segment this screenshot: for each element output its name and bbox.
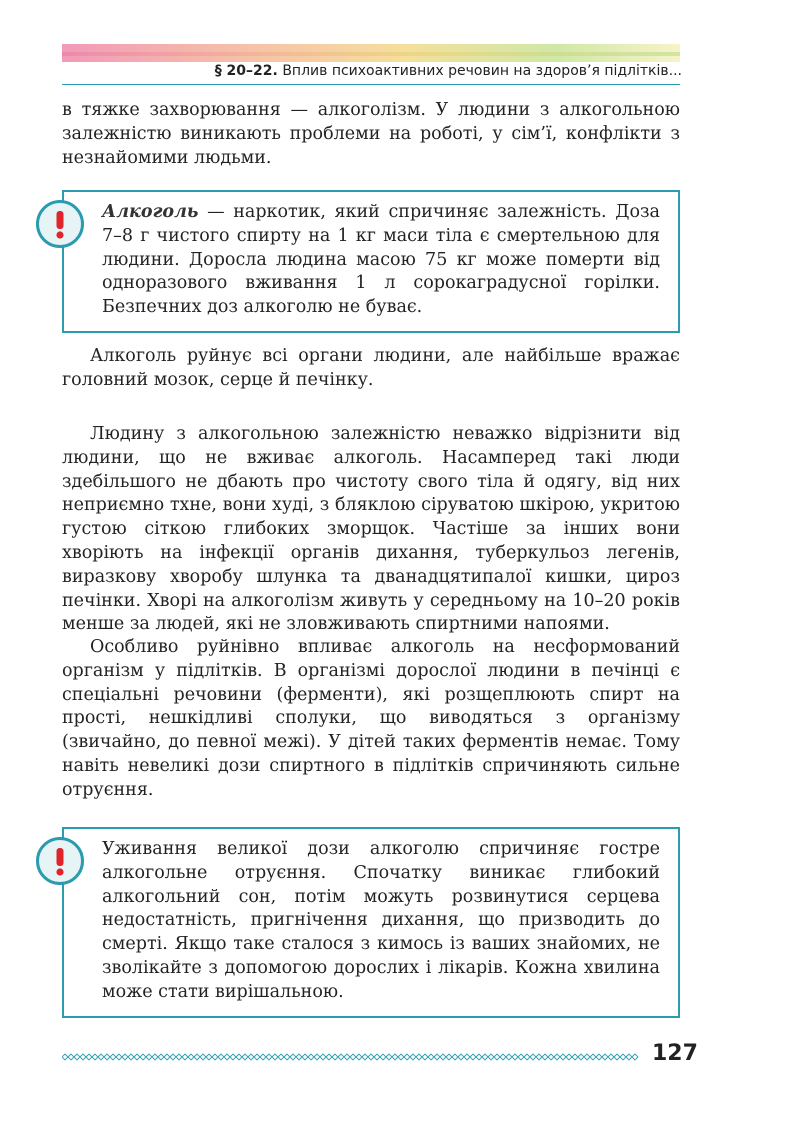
footer-diamond <box>212 1054 218 1060</box>
header-color-band <box>62 44 680 62</box>
footer-diamond <box>272 1054 278 1060</box>
footer-diamond <box>422 1054 428 1060</box>
footer-diamond <box>626 1054 632 1060</box>
footer-diamond <box>446 1054 452 1060</box>
section-number: § 20–22. <box>214 63 278 79</box>
footer-diamond <box>284 1054 290 1060</box>
footer-diamond <box>170 1054 176 1060</box>
footer-diamond <box>416 1054 422 1060</box>
footer-diamond <box>254 1054 260 1060</box>
footer-diamond <box>218 1054 224 1060</box>
footer-diamond <box>350 1054 356 1060</box>
paragraph-2: Алкоголь руйнує всі органи людини, але найбільше вражає головний мозок, серце й печінку. <box>62 346 680 390</box>
footer-diamond <box>572 1054 578 1060</box>
footer-diamond <box>512 1054 518 1060</box>
footer-diamond <box>122 1054 128 1060</box>
footer-diamond <box>302 1054 308 1060</box>
footer-diamond <box>110 1054 116 1060</box>
footer-diamond <box>500 1054 506 1060</box>
footer-diamond <box>74 1054 80 1060</box>
footer-decoration <box>62 1052 642 1062</box>
footer-diamond <box>380 1054 386 1060</box>
footer-diamond <box>566 1054 572 1060</box>
footer-diamond <box>182 1054 188 1060</box>
footer-diamond <box>584 1054 590 1060</box>
footer-diamond <box>368 1054 374 1060</box>
footer-diamond <box>476 1054 482 1060</box>
footer-diamond <box>308 1054 314 1060</box>
footer-diamond <box>434 1054 440 1060</box>
footer-diamond <box>398 1054 404 1060</box>
footer-diamond <box>248 1054 254 1060</box>
footer-diamond <box>188 1054 194 1060</box>
info-box-alcohol <box>62 190 680 333</box>
footer-diamond <box>356 1054 362 1060</box>
section-title: Вплив психоактивних речовин на здоров’я підлітків... <box>282 63 682 79</box>
footer-diamond <box>62 1054 68 1060</box>
footer-diamond <box>164 1054 170 1060</box>
footer-diamond <box>176 1054 182 1060</box>
term-alcohol: Алкоголь <box>102 202 199 222</box>
footer-diamond <box>290 1054 296 1060</box>
footer-diamond <box>548 1054 554 1060</box>
footer-diamond <box>128 1054 134 1060</box>
footer-diamond <box>602 1054 608 1060</box>
footer-diamond <box>428 1054 434 1060</box>
footer-diamond <box>296 1054 302 1060</box>
footer-diamond <box>200 1054 206 1060</box>
page-number: 127 <box>652 1041 698 1066</box>
footer-diamond <box>560 1054 566 1060</box>
footer-diamond <box>386 1054 392 1060</box>
warning-box-text: Уживання великої дози алкоголю спричиняє гостре алкогольне отруєння. Спочатку виникає глибокий алкогольний сон, потім можуть розвинутися серцева недостатність, пригнічення дихання, що призводить до смерті. Якщо таке сталося з кимось із ваших знайомих, не зволікайте з допомогою дорослих і лікарів. Кожна хвилина може стати вирішальною. <box>102 839 660 1002</box>
footer-diamond <box>470 1054 476 1060</box>
footer-diamond <box>518 1054 524 1060</box>
footer-diamond <box>194 1054 200 1060</box>
running-header <box>215 63 682 79</box>
footer-diamond <box>530 1054 536 1060</box>
footer-diamond <box>236 1054 242 1060</box>
footer-diamond <box>230 1054 236 1060</box>
paragraph-1: в тяжке захворювання — алкоголізм. У людини з алкогольною залежністю виникають проблеми на роботі, у сім’ї, конфлікти з незнайомими людьми. <box>62 100 680 168</box>
footer-diamond <box>152 1054 158 1060</box>
footer-diamond <box>242 1054 248 1060</box>
footer-diamond <box>614 1054 620 1060</box>
footer-diamond <box>410 1054 416 1060</box>
footer-diamond <box>224 1054 230 1060</box>
footer-diamond <box>146 1054 152 1060</box>
footer-diamond <box>116 1054 122 1060</box>
footer-diamond <box>620 1054 626 1060</box>
warning-box-poisoning <box>62 827 680 1018</box>
paragraph-4: Особливо руйнівно впливає алкоголь на несформований організм у підлітків. В організмі дорослої людини в печінці є спеціальні речовини (ферменти), які розщеплюють спирт на прості, нешкідливі сполуки, що виводяться з організму (звичайно, до певної межі). У дітей таких ферментів немає. Тому навіть невеликі дози спиртного в підлітків спричиняють сильне отруєння. <box>62 637 680 800</box>
footer-diamond <box>578 1054 584 1060</box>
footer-diamond <box>80 1054 86 1060</box>
footer-diamond <box>260 1054 266 1060</box>
footer-diamond <box>464 1054 470 1060</box>
footer-diamond <box>320 1054 326 1060</box>
exclamation-icon <box>36 837 84 885</box>
footer-diamond <box>362 1054 368 1060</box>
footer-diamond <box>596 1054 602 1060</box>
footer-diamond <box>458 1054 464 1060</box>
footer-diamond <box>404 1054 410 1060</box>
footer-diamond <box>482 1054 488 1060</box>
footer-diamond <box>326 1054 332 1060</box>
footer-diamond <box>338 1054 344 1060</box>
paragraph-3: Людину з алкогольною залежністю неважко відрізнити від людини, що не вживає алкоголь. Насамперед такі люди здебільшого не дбають про чистоту свого тіла й одягу, від них неприємно тхне, вони худі, з бляклою сіруватою шкірою, укритою густою сіткою глибоких зморщок. Частіше за інших вони хворіють на інфекції органів дихання, туберкульоз легенів, виразкову хворобу шлунка та дванадцятипалої кишки, цироз печінки. Хворі на алкоголізм живуть у середньому на 10–20 років менше за людей, які не зловживають спиртними напоями. <box>62 424 680 635</box>
footer-diamond <box>488 1054 494 1060</box>
header-divider <box>62 84 680 85</box>
footer-diamond <box>68 1054 74 1060</box>
exclamation-icon <box>36 200 84 248</box>
footer-diamond <box>542 1054 548 1060</box>
footer-diamond <box>506 1054 512 1060</box>
footer-diamond <box>134 1054 140 1060</box>
footer-diamond <box>332 1054 338 1060</box>
footer-diamond <box>392 1054 398 1060</box>
footer-diamond <box>590 1054 596 1060</box>
footer-diamond <box>98 1054 104 1060</box>
info-box-text <box>102 201 660 320</box>
footer-diamond <box>608 1054 614 1060</box>
footer-diamond <box>104 1054 110 1060</box>
footer-diamond <box>206 1054 212 1060</box>
footer-diamond <box>344 1054 350 1060</box>
footer-diamond <box>266 1054 272 1060</box>
footer-diamond <box>140 1054 146 1060</box>
footer-diamond <box>374 1054 380 1060</box>
footer-diamond <box>278 1054 284 1060</box>
footer-diamond <box>158 1054 164 1060</box>
info-box-body: — наркотик, який спричиняє залежність. Доза 7–8 г чистого спирту на 1 кг маси тіла є смертельною для людини. Доросла людина масою 75 кг може померти від одноразового вживання 1 л сорокаградусної горілки. Безпечних доз алкоголю не буває. <box>102 202 660 318</box>
footer-diamond <box>524 1054 530 1060</box>
footer-diamond <box>632 1054 638 1060</box>
footer-diamond <box>86 1054 92 1060</box>
footer-diamond <box>440 1054 446 1060</box>
footer-diamond <box>452 1054 458 1060</box>
footer-diamond <box>314 1054 320 1060</box>
footer-diamond <box>536 1054 542 1060</box>
footer-diamond <box>92 1054 98 1060</box>
footer-diamond <box>554 1054 560 1060</box>
footer-diamond <box>494 1054 500 1060</box>
